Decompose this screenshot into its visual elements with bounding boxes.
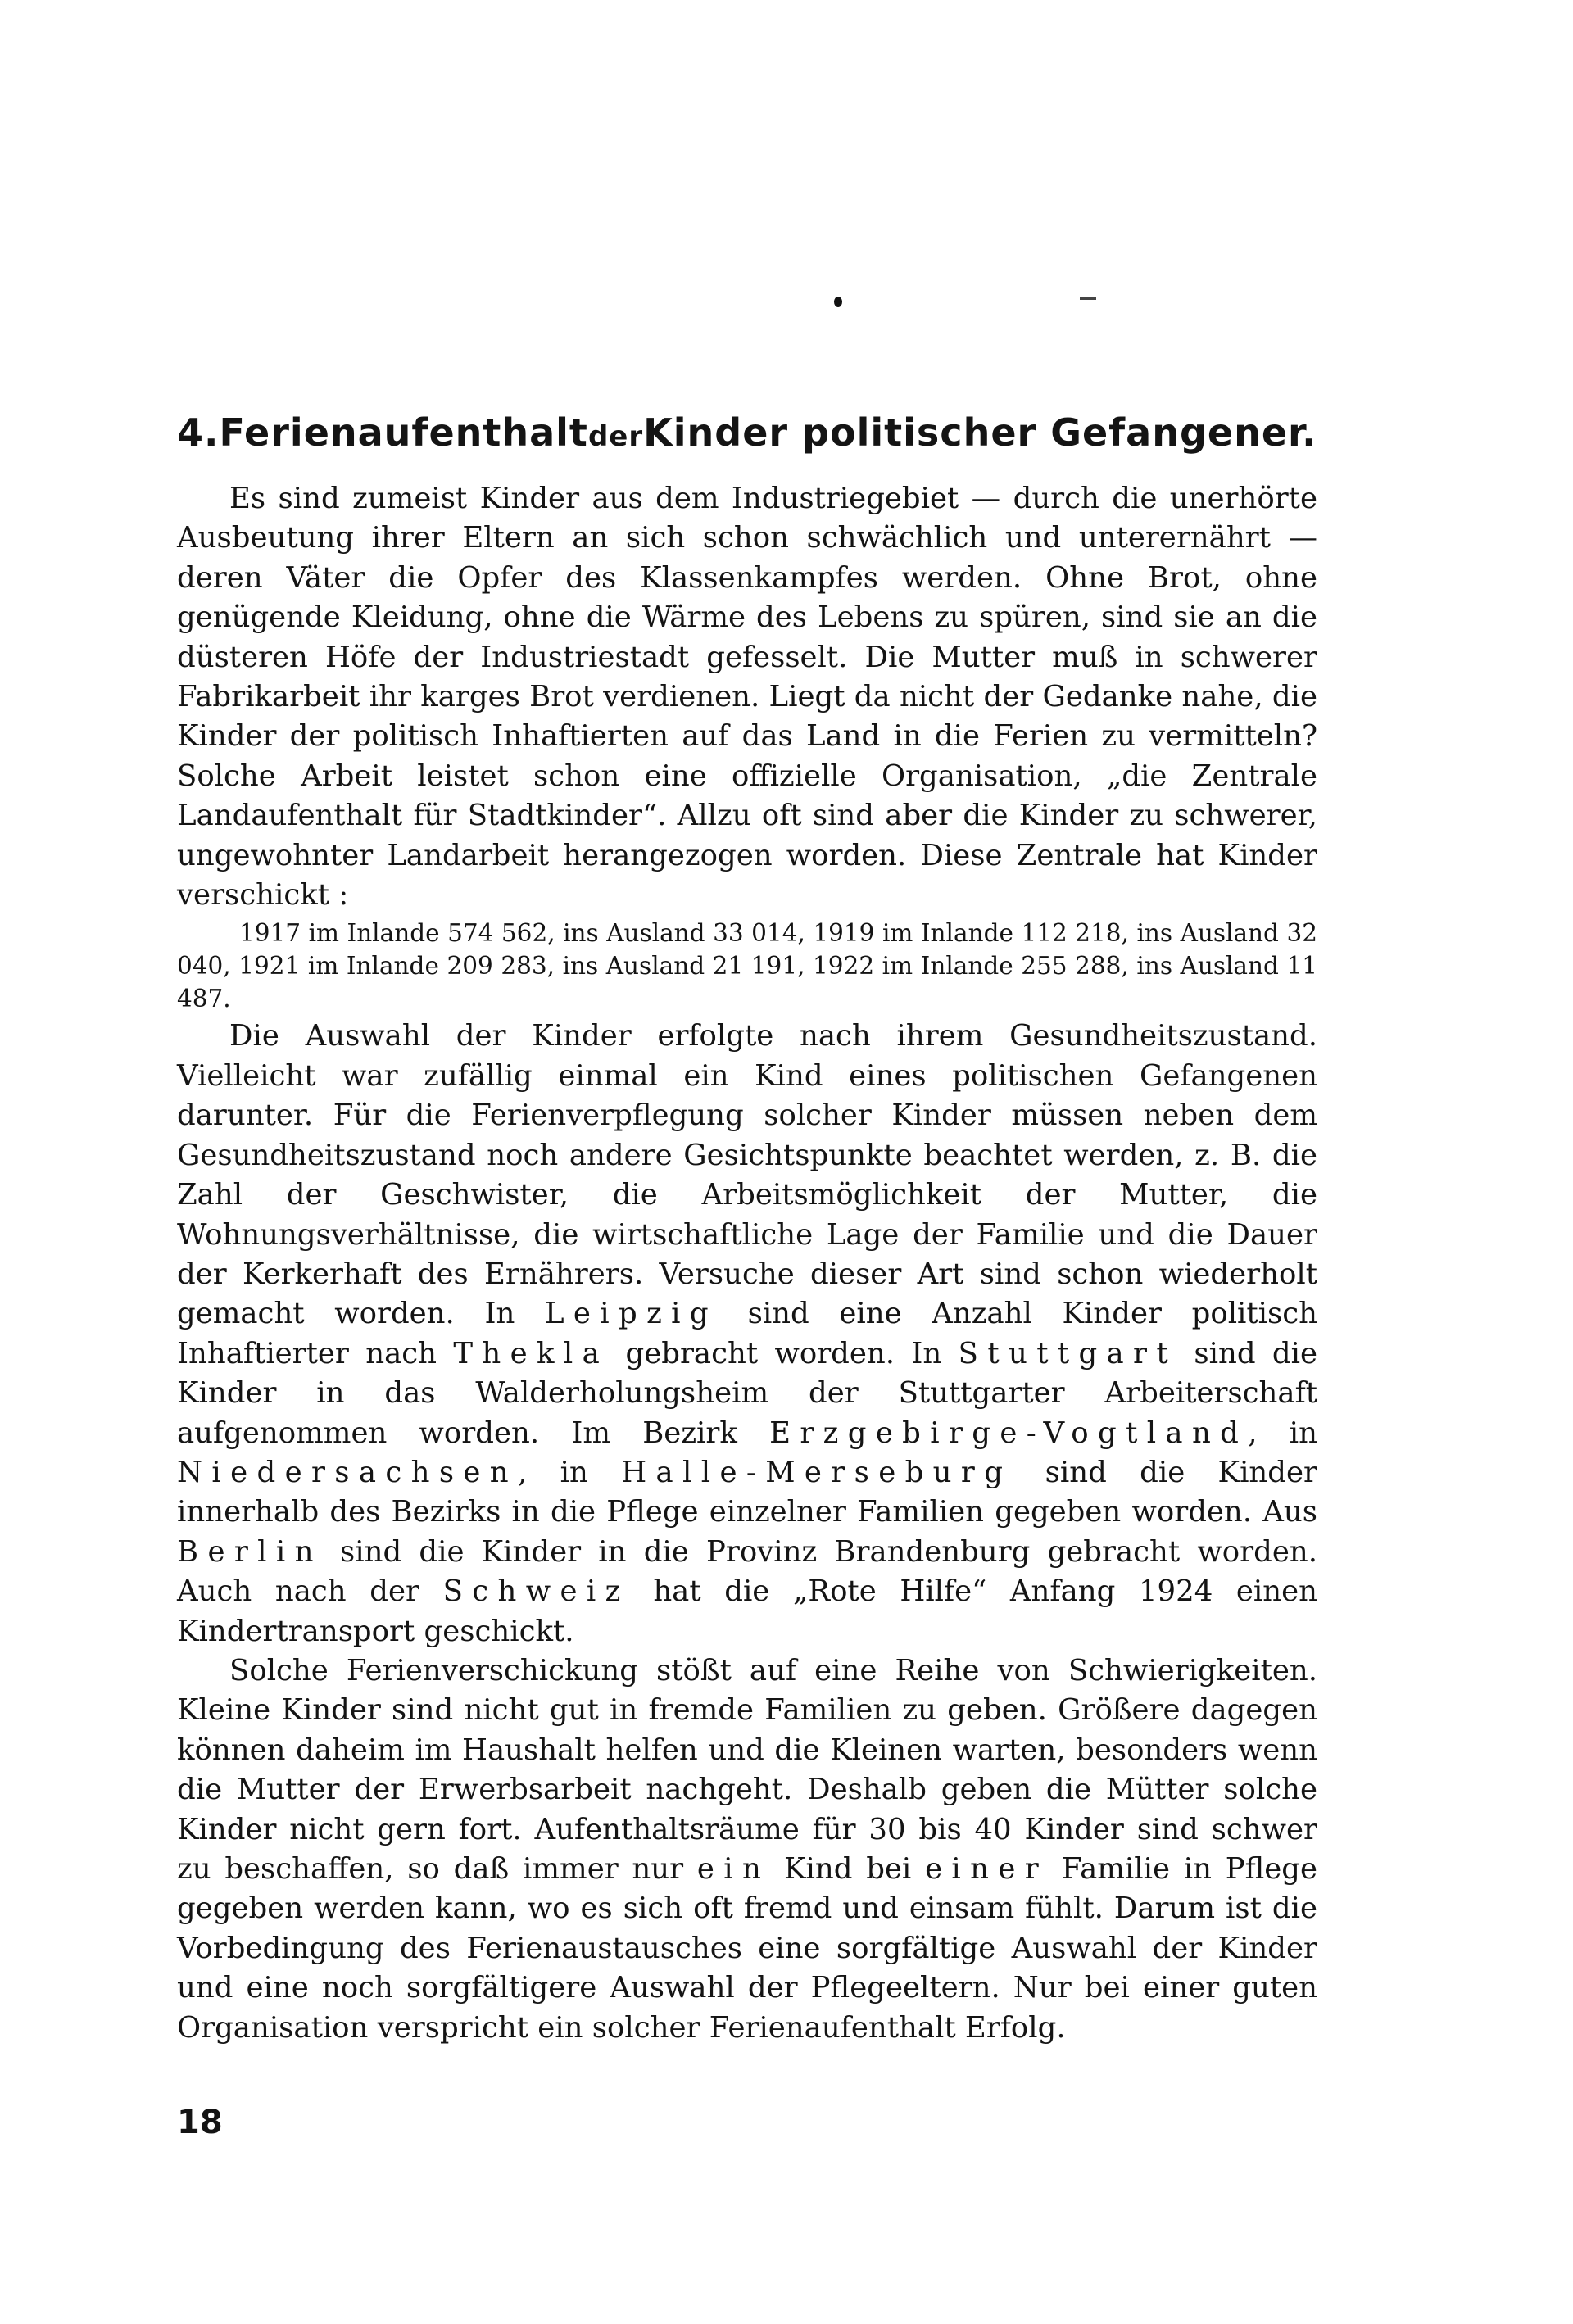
place-erzgebirge-vogtland: Erzgebirge-Vogtland: [769, 1416, 1249, 1450]
paragraph-3-text: Kind bei: [783, 1852, 912, 1886]
place-niedersachsen: Niedersachsen: [177, 1455, 519, 1489]
paragraph-2-text: sind die Kinder in die Provinz Brandenburg gebracht worden. Auch nach der: [177, 1534, 1317, 1609]
paragraph-2-text: sind eine Anzahl Kinder politisch Inhaftierter nach: [177, 1297, 1317, 1370]
paragraph-2: [177, 1017, 1317, 1651]
body-text: [177, 479, 1317, 2048]
place-halle-merseburg: Halle-Merseburg: [621, 1455, 1013, 1489]
print-speck: [834, 297, 842, 307]
place-thekla: Thekla: [453, 1336, 610, 1370]
page-number: 18: [177, 2104, 223, 2141]
paragraph-1: Es sind zumeist Kinder aus dem Industriegebiet — durch die unerhörte Ausbeutung ihrer Eltern an sich schon schwächlich und unterernährt — deren Väter die Opfer des Klassenkampfes werden. Ohne Brot, ohne genügende Kleidung, ohne die Wärme des Lebens zu spüren, sind sie an die düsteren Höfe der Industriestadt gefesselt. Die Mutter muß in schwerer Fabrikarbeit ihr karges Brot verdienen. Liegt da nicht der Gedanke nahe, die Kinder der politisch Inhaftierten auf das Land in die Ferien zu vermitteln? Solche Arbeit leistet schon eine offizielle Organisation, „die Zentrale Landaufenthalt für Stadtkinder“. Allzu oft sind aber die Kinder zu schwerer, ungewohnter Landarbeit herangezogen worden. Diese Zentrale hat Kinder verschickt :: [177, 482, 1317, 913]
paragraph-3-text: Solche Ferienverschickung stößt auf eine Reihe von Schwierigkeiten. Kleine Kinder sind nicht gut in fremde Familien zu geben. Größere dagegen können daheim im Haushalt helfen und die Kleinen warten, besonders wenn die Mutter der Erwerbsarbeit nachgeht. Deshalb geben die Mütter solche Kinder nicht gern fort. Aufenthaltsräume für 30 bis 40 Kinder sind schwer zu beschaffen, so daß immer nur: [177, 1653, 1317, 1886]
place-berlin: Berlin: [177, 1534, 323, 1569]
place-stuttgart: Stuttgart: [958, 1336, 1178, 1370]
emphasis-einer: einer: [925, 1852, 1049, 1886]
paragraph-2-text: sind die Kinder innerhalb des Bezirks in die Pflege einzelner Familien gegeben worden. Aus: [177, 1455, 1317, 1529]
section-title-part2: der: [587, 420, 644, 453]
emphasis-ein: ein: [696, 1852, 771, 1886]
place-leipzig: Leipzig: [545, 1297, 718, 1331]
paragraph-3-text: Familie in Pflege gegeben werden kann, wo es sich oft fremd und einsam fühlt. Darum ist die Vorbedingung des Ferienaustausches eine sorgfältige Auswahl der Kinder und eine noch sorgfältigere Auswahl der Pflegeeltern. Nur bei einer guten Organisation verspricht ein solcher Ferienaufenthalt Erfolg.: [177, 1852, 1317, 2045]
section-number: 4.: [177, 410, 220, 455]
paragraph-3: [177, 1651, 1317, 2048]
print-mark: [1080, 297, 1096, 300]
place-schweiz: Schweiz: [442, 1574, 630, 1609]
section-title-part3: Kinder politischer Gefangener.: [643, 410, 1317, 455]
statistics-note: 1917 im Inlande 574 562, ins Ausland 33 014, 1919 im Inlande 112 218, ins Ausland 32 040, 1921 im Inlande 209 283, ins Ausland 21 191, 1922 im Inlande 255 288, ins Ausland 11 487.: [177, 919, 1317, 1013]
paragraph-2-text: Die Auswahl der Kinder erfolgte nach ihrem Gesundheitszustand. Vielleicht war zufällig einmal ein Kind eines politischen Gefangenen darunter. Für die Ferienverpflegung solcher Kinder müssen neben dem Gesundheitszustand noch andere Gesichtspunkte beachtet werden, z. B. die Zahl der Geschwister, die Arbeitsmöglichkeit der Mutter, die Wohnungsverhältnisse, die wirtschaftliche Lage der Familie und die Dauer der Kerkerhaft des Ernährers. Versuche dieser Art sind schon wiederholt gemacht worden. In: [177, 1019, 1317, 1331]
paragraph-2-text: , in: [1248, 1416, 1317, 1450]
section-title-part1: Ferienaufenthalt: [219, 410, 588, 455]
paragraph-2-text: sind die Kinder in das Walderholungsheim der Stuttgarter Arbeiterschaft aufgenommen worden. Im Bezirk: [177, 1336, 1317, 1450]
section-heading: [177, 408, 1398, 461]
paragraph-2-text: , in: [518, 1455, 588, 1489]
paragraph-2-text: gebracht worden. In: [625, 1336, 942, 1370]
paragraph-2-text: hat die „Rote Hilfe“ Anfang 1924 einen Kindertransport geschickt.: [177, 1574, 1318, 1648]
